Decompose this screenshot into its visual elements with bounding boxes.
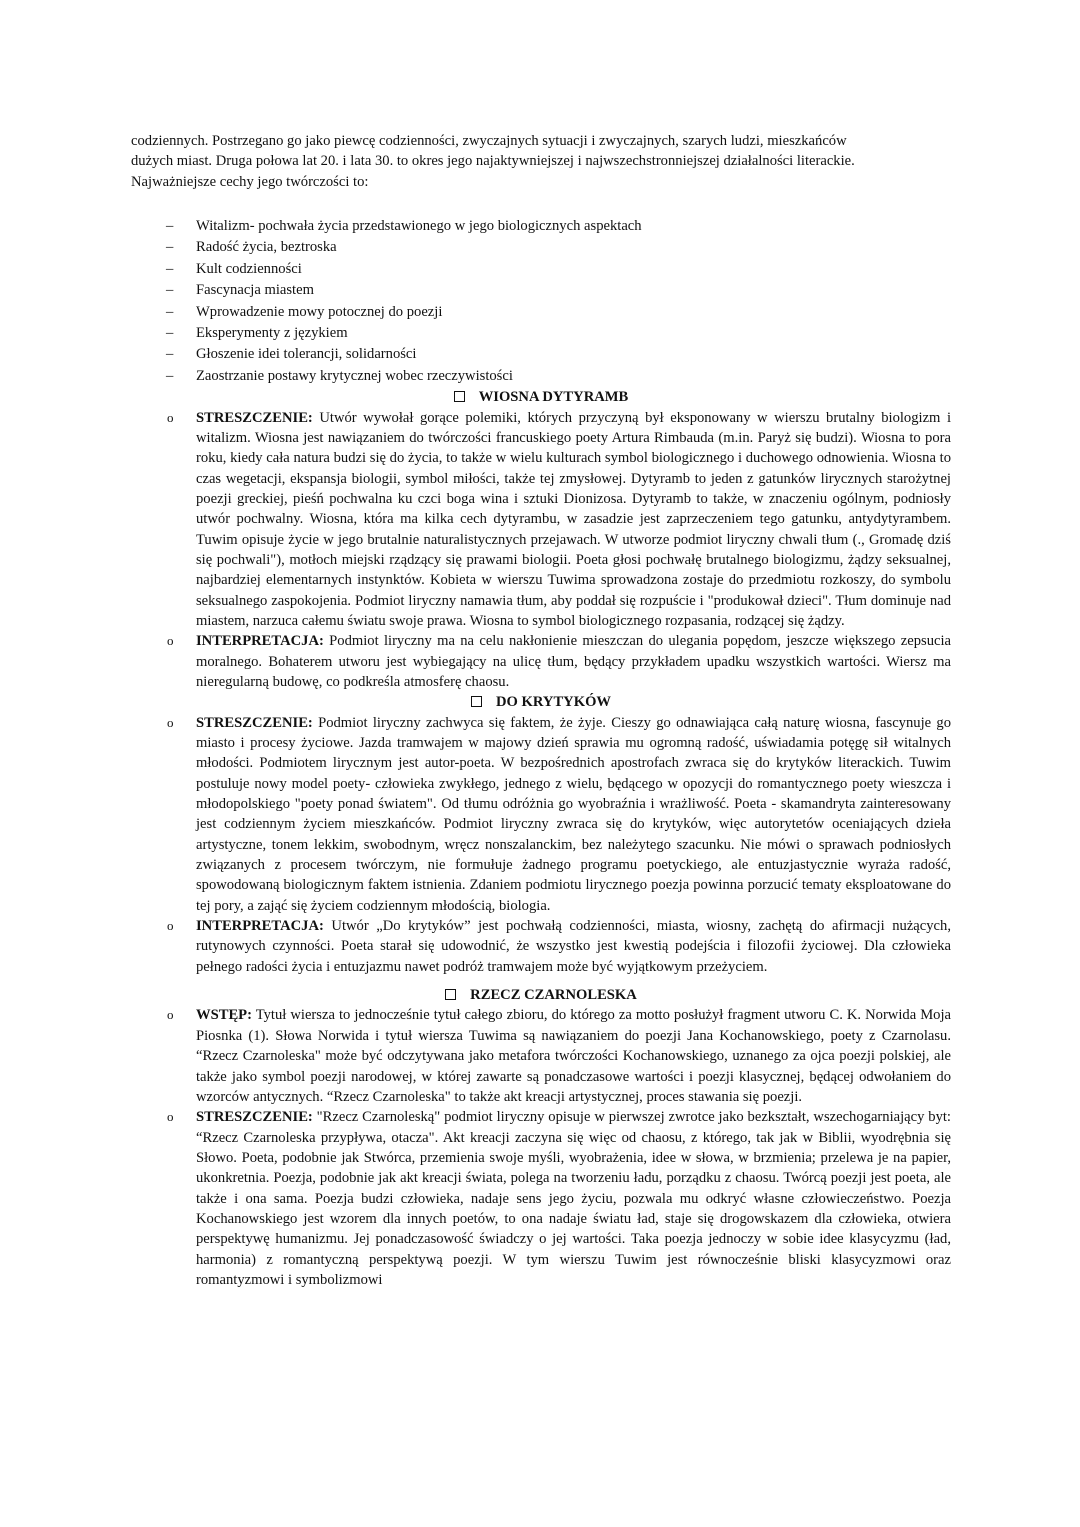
checkbox-square-icon [445,989,456,1000]
dash-marker: – [166,324,174,341]
bullet-marker: o [167,1109,174,1125]
item-label: INTERPRETACJA: [196,633,324,650]
item-text: Podmiot liryczny zachwyca się faktem, że żyje. Cieszy go odnawiająca całą naturę wiosna, fascynuje go miasto i procesy życiowe. Jazda tramwajem w majowy dzień sprawia mu ogromną radość, uświadamia potęgę sił witalnych młodości. Podmiotem lirycznym jest autor-poeta. W bezpośrednich apostrofach zwraca się do krytyków literackich. Tuwim postuluje nowy model poety- człowieka zwykłego, jednego z wielu, będącego w opozycji do romantycznego poety wieszcza i młodopolskiego "poety ponad światem". Od tłumu odróżnia go wyobraźnia i wrażliwość. Poeta - skamandryta zainteresowany jest codziennym życiem mieszkańców. Podmiot liryczny zwraca się do krytyków, więc autorytetów oceniających dzieła artystyczne, tonem lekkim, swobodnym, wręcz nonszalanckim, bez należytego szacunku. Nie mówi o sprawach podniosłych związanych z procesem twórczym, nie formułuje żadnego programu poetyckiego, ale entuzjastycznie wyraża radość, spowodowaną biologicznym faktem istnienia. Zdaniem podmiotu lirycznego poezja powinna porzucić tematy eksploatowane do tej pory, a zająć się życiem codziennym młodością, biologia. [196,714,951,914]
dash-marker: – [166,346,174,363]
bullet-marker: o [167,918,174,934]
checkbox-square-icon [454,391,465,402]
item-text: Tytuł wiersza to jednocześnie tytuł całego zbioru, do którego za motto posłużył fragment utworu C. K. Norwida Moja Piosnka (1). Słowa Norwida i tytuł wiersza Tuwima są nawiązaniem do poezji Jana Kochanowskiego, poety z Czarnolasu. “Rzecz Czarnoleska" może być odczytywana jako metafora twórczości Kochanowskiego, uznanego za ojca poezji polskiej, ale także jako symbol poezji narodowej, w której zawarte są ponadczasowe wartości i poezji klasycznej, będącej odwołaniem do wzorców antycznych. “Rzecz Czarnoleska" to także akt kreacji artystycznej, proces stawania się poezji. [196,1007,952,1105]
section-item [131,631,951,692]
intro-line: codziennych. Postrzegano go jako piewcę codzienności, zwyczajnych sytuacji i zwyczajnych, szarych ludzi, mieszkańców [131,133,847,149]
document-page [131,131,951,1290]
item-text: Podmiot liryczny ma na celu nakłonienie mieszczan do ulegania popędom, jeszcze większego zepsucia moralnego. Bohaterem utworu jest wybiegający na ulicę tłum, będący przykładem upadku wszystkich wartości. Wiersz ma nieregularną budowę, co podkreśla atmosferę chaosu. [196,633,951,690]
item-label: WSTĘP: [196,1007,252,1024]
item-label: STRESZCZENIE: [196,714,313,731]
section-heading: RZECZ CZARNOLESKA [131,985,951,1005]
intro-line: Najważniejsze cechy jego twórczości to: [131,173,369,190]
section-item [131,713,951,916]
dash-marker: – [166,239,174,256]
intro-line: dużych miast. Druga połowa lat 20. i lata 30. to okres jego najaktywniejszej i najwszechstronniejszej działalności literackie. [131,153,855,170]
list-item: – Fascynacja miastem [131,280,951,301]
dash-marker: – [166,218,174,235]
item-label: STRESZCZENIE: [196,1109,313,1126]
dash-marker: – [166,303,174,320]
list-item: – Głoszenie idei tolerancji, solidarności [131,344,951,365]
section-item [131,1107,951,1290]
features-list [131,216,951,387]
item-text: "Rzecz Czarnoleską" podmiot liryczny opisuje w pierwszej zwrotce jako bezkształt, wszechogarniający byt: “Rzecz Czarnoleska przypływa, otacza". Akt kreacji zaczyna się więc od chaosu, z którego, tak jak w Biblii, wyodrębnia się Słowo. Poeta, podobnie jak Stwórca, przemienia swoje myśli, wyobrażenia, idee w słowa, w brzmienia; przelewa je na papier, ukonkretnia. Poezja, podobnie jak akt kreacji świata, polega na tworzeniu ładu, porządku z chaosu. Twórcą poezji jest poeta, ale także i ona sama. Poezja budzi człowieka, nadaje sens jego życiu, pozwala mu odkryć własne człowieczeństwo. Poezja Kochanowskiego jest wzorem dla innych poetów, to ona nadaje światu ład, staje się drogowskazem dla człowieka, otwiera perspektywę humanizmu. Jej ponadczasowość świadczy o jej wartości. Taka poezja jednoczy w sobie idee klasycyzmu (ład, harmonia) z romantyczną perspektywą poezji. W tym wierszu Tuwim jest równocześnie bliski klasycyzmowi oraz romantyzmowi i symbolizmowi [196,1109,951,1288]
section-item [131,916,951,977]
checkbox-square-icon [471,696,482,707]
list-item: – Wprowadzenie mowy potocznej do poezji [131,302,951,323]
bullet-marker: o [167,633,174,649]
dash-marker: – [166,260,174,277]
section-heading: WIOSNA DYTYRAMB [131,387,951,407]
section-item [131,1005,951,1107]
list-item: – Eksperymenty z językiem [131,323,951,344]
list-item: – Kult codzienności [131,259,951,280]
item-text: Utwór wywołał gorące polemiki, których przyczyną był eksponowany w wierszu brutalny biologizm i witalizm. Wiosna jest nawiązaniem do twórczości francuskiego poety Artura Rimbauda (m.in. Paryż się budzi). Wiosna to pora roku, kiedy cała natura budzi się do życia, to także w wielu kulturach symbol biologicznego i duchowego odnowienia. Wiosna to czas wegetacji, ekspansja biologii, symbol miłości, także tej zmysłowej. Dytyramb to jeden z gatunków lirycznych starożytnej poezji greckiej, pieśń pochwalna ku czci boga wina i sztuki Dionizosa. Dytyramb to także, w znaczeniu ogólnym, podniosły utwór pochwalny. Wiosna, która ma kilka cech dytyrambu, w zasadzie jest zaprzeczeniem tego gatunku, antydytyrambem. Tuwim opisuje życie w jego brutalnie naturalistycznych przejawach. W utworze podmiot liryczny chwali tłum (., Gromadę dziś się pochwali"), motłoch miejski rządzący się prawami biologii. Poeta głosi pochwałę brutalnego biologizmu, żądzy seksualnej, najbardziej elementarnych instynktów. Kobieta w wierszu Tuwima sprowadzona zostaje do przedmiotu rozkoszy, do symbolu seksualnego zaspokojenia. Podmiot liryczny namawia tłum, aby poddał się rozpuście i "produkował dzieci". Tłum dominuje nad miastem, narzuca całemu światu swoje prawa. Wiosna to symbol biologicznego rozpasania, rodzącej się żądzy. [196,409,951,629]
item-text: Utwór „Do krytyków” jest pochwałą codzienności, miasta, wiosny, zachętą do afirmacji nużących, rutynowych czynności. Poeta starał się udowodnić, że wszystko jest kwestią podejścia i filozofii życiowej. Dla człowieka pełnego radości życia i entuzjazmu nawet podróż tramwajem może być wyjątkowym przeżyciem. [196,918,951,975]
list-item: – Witalizm- pochwała życia przedstawionego w jego biologicznych aspektach [131,216,951,237]
section-heading: DO KRYTYKÓW [131,692,951,712]
bullet-marker: o [167,409,174,425]
bullet-marker: o [167,714,174,730]
section-item [131,408,951,632]
list-item: – Zaostrzanie postawy krytycznej wobec rzeczywistości [131,366,951,387]
item-label: STRESZCZENIE: [196,409,313,426]
item-label: INTERPRETACJA: [196,918,324,935]
bullet-marker: o [167,1007,174,1023]
dash-marker: – [166,367,174,384]
dash-marker: – [166,282,174,299]
list-item: – Radość życia, beztroska [131,237,951,258]
